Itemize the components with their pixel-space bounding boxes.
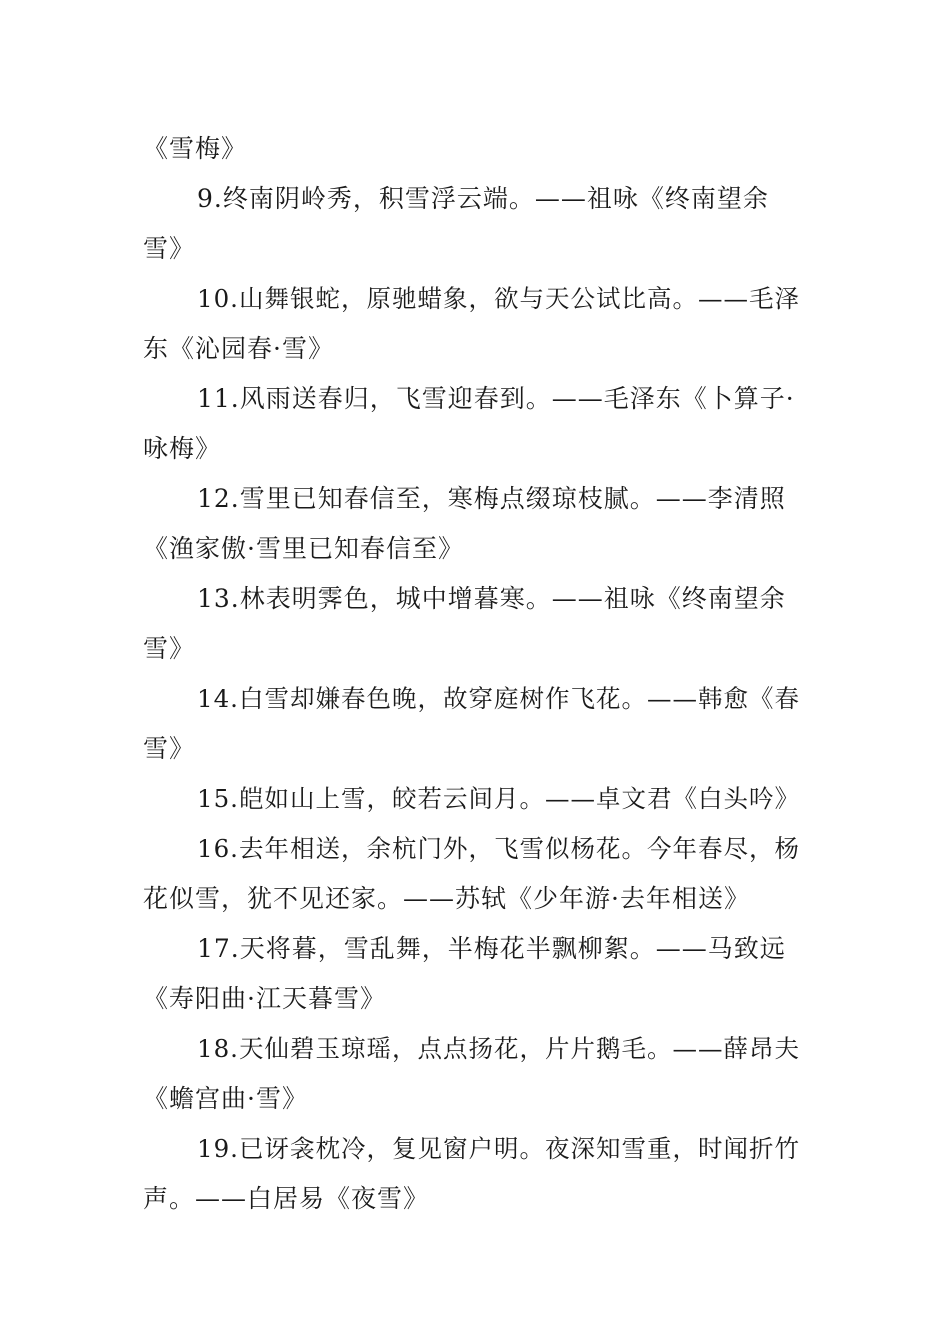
- text-line: 雪》: [143, 634, 196, 663]
- text-line: 《寿阳曲·江天暮雪》: [143, 984, 386, 1013]
- text-line: 13.林表明霁色，城中增暮寒。——祖咏《终南望余: [197, 584, 786, 613]
- text-line: 17.天将暮，雪乱舞，半梅花半飘柳絮。——马致远: [197, 934, 786, 963]
- text-line: 雪》: [143, 234, 196, 263]
- text-line: 11.风雨送春归，飞雪迎春到。——毛泽东《卜算子·: [197, 384, 795, 413]
- text-line: 东《沁园春·雪》: [143, 334, 334, 363]
- text-line: 《雪梅》: [143, 134, 248, 163]
- text-line: 咏梅》: [143, 434, 222, 463]
- text-line: 12.雪里已知春信至，寒梅点缀琼枝腻。——李清照: [197, 484, 786, 513]
- text-line: 《渔家傲·雪里已知春信至》: [143, 534, 464, 563]
- text-line: 《蟾宫曲·雪》: [143, 1084, 308, 1113]
- document-body: [143, 124, 808, 1224]
- text-line: 声。——白居易《夜雪》: [143, 1184, 430, 1213]
- text-line: 18.天仙碧玉琼瑶，点点扬花，片片鹅毛。——薛昂夫: [197, 1034, 800, 1063]
- text-line: 14.白雪却嫌春色晚，故穿庭树作飞花。——韩愈《春: [197, 684, 800, 713]
- text-line: 16.去年相送，余杭门外，飞雪似杨花。今年春尽，杨: [197, 834, 800, 863]
- text-line: 15.皑如山上雪，皎若云间月。——卓文君《白头吟》: [197, 784, 800, 813]
- text-line: 花似雪，犹不见还家。——苏轼《少年游·去年相送》: [143, 884, 750, 913]
- text-line: 9.终南阴岭秀，积雪浮云端。——祖咏《终南望余: [197, 184, 769, 213]
- text-line: 19.已讶衾枕冷，复见窗户明。夜深知雪重，时闻折竹: [197, 1134, 800, 1163]
- text-line: 10.山舞银蛇，原驰蜡象，欲与天公试比高。——毛泽: [197, 284, 800, 313]
- text-line: 雪》: [143, 734, 196, 763]
